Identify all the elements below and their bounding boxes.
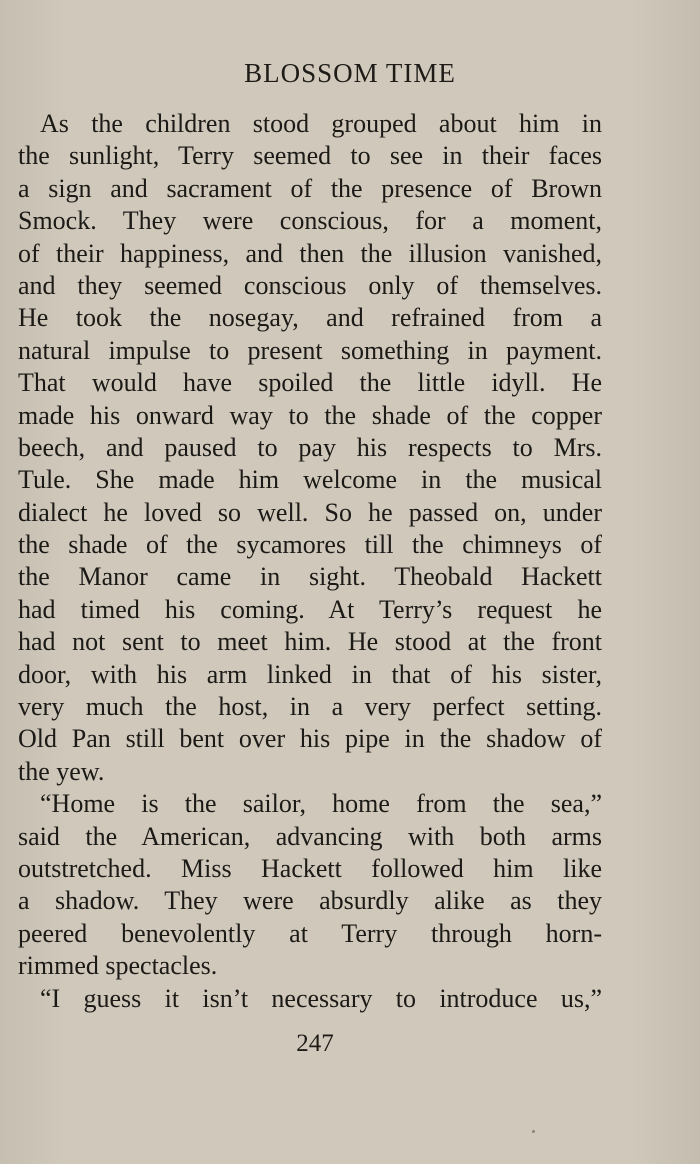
text-line: said the American, advancing with both arms (18, 821, 602, 851)
text-line: and they seemed conscious only of themselves. (18, 270, 602, 300)
text-line: very much the host, in a very perfect setting. (18, 692, 602, 722)
text-line: a sign and sacrament of the presence of Brown (18, 173, 602, 203)
running-head: BLOSSOM TIME (244, 58, 456, 88)
text-line: Smock. They were conscious, for a moment, (18, 206, 602, 236)
text-line: had not sent to meet him. He stood at the front (18, 627, 602, 657)
text-line: “Home is the sailor, home from the sea,” (40, 789, 602, 819)
text-line: of their happiness, and then the illusion vanished, (18, 238, 602, 268)
text-line: outstretched. Miss Hackett followed him like (18, 853, 602, 883)
text-line: the shade of the sycamores till the chimneys of (18, 530, 602, 560)
paper-speck (532, 1130, 535, 1133)
text-line: beech, and paused to pay his respects to Mrs. (18, 432, 602, 462)
text-line: That would have spoiled the little idyll. He (18, 368, 602, 398)
body-text (18, 108, 602, 1015)
text-line: the Manor came in sight. Theobald Hackett (18, 562, 602, 592)
text-line: Tule. She made him welcome in the musical (18, 465, 602, 495)
text-line: dialect he loved so well. So he passed on, under (18, 497, 602, 527)
text-line: a shadow. They were absurdly alike as they (18, 886, 602, 916)
text-line: peered benevolently at Terry through horn- (18, 918, 602, 948)
page-number: 247 (296, 1030, 334, 1057)
text-line: the yew. (18, 756, 105, 786)
text-line: Old Pan still bent over his pipe in the shadow of (18, 724, 602, 754)
text-line: rimmed spectacles. (18, 951, 218, 981)
text-line: He took the nosegay, and refrained from a (18, 303, 602, 333)
text-line: door, with his arm linked in that of his sister, (18, 659, 602, 689)
text-line: the sunlight, Terry seemed to see in their faces (18, 141, 602, 171)
text-line: natural impulse to present something in payment. (18, 335, 602, 365)
text-line: As the children stood grouped about him in (40, 109, 602, 138)
text-line: “I guess it isn’t necessary to introduce us,” (40, 983, 602, 1013)
text-line: made his onward way to the shade of the copper (18, 400, 602, 430)
text-line: had timed his coming. At Terry’s request he (18, 594, 602, 624)
